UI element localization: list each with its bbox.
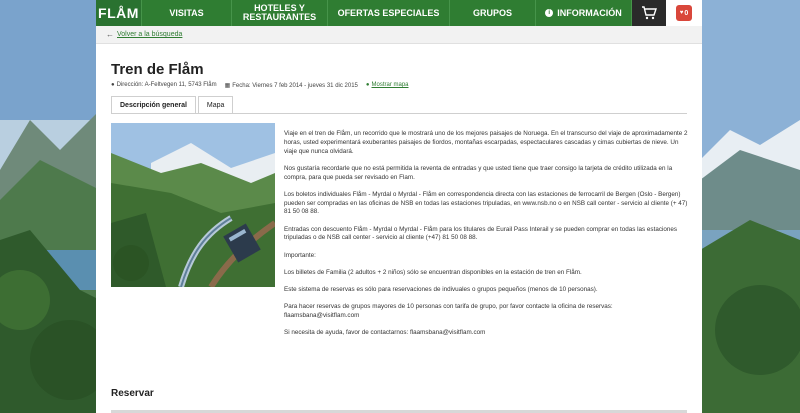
description-paragraph: Nos gustaría recordarle que no está permitida la reventa de entradas y que usted tiene que traer consigo la tarjeta de crédito utilizada en la compra, para que pueda ser revisado en Flam. bbox=[284, 164, 673, 181]
back-to-search-link[interactable]: Volver a la búsqueda bbox=[117, 31, 183, 38]
description-text bbox=[284, 130, 688, 346]
back-bar bbox=[96, 26, 702, 44]
show-map-link[interactable]: Mostrar mapa bbox=[371, 82, 409, 88]
flam-logo[interactable]: FLÅM bbox=[96, 0, 142, 26]
nav-item-ofertas[interactable]: OFERTAS ESPECIALES bbox=[328, 0, 450, 26]
tab-descripcion-general[interactable]: Descripción general bbox=[111, 96, 196, 114]
reservar-heading: Reservar bbox=[111, 388, 154, 399]
address bbox=[111, 82, 217, 89]
background-scenery-left bbox=[0, 0, 100, 413]
background-scenery-right bbox=[700, 0, 800, 413]
tab-mapa[interactable]: Mapa bbox=[198, 96, 234, 114]
cart-button[interactable] bbox=[632, 0, 666, 26]
nav-item-grupos[interactable]: GRUPOS bbox=[450, 0, 536, 26]
nav-item-visitas[interactable]: VISITAS bbox=[142, 0, 232, 26]
nav-item-informacion-label: INFORMACIÓN bbox=[557, 7, 622, 18]
description-paragraph: Viaje en el tren de Flåm, un recorrido que le mostrará uno de los mejores paisajes de Noruega. En el transcurso del viaje de aproximadamente 2 horas, usted experimentará exuberantes paisajes de fiordos, montañas escarpadas, espectaculares cascadas y cimas cubiertas de nieve. Un viaje que nunca olvidará. bbox=[284, 130, 688, 155]
info-icon: i bbox=[545, 9, 553, 17]
tabs bbox=[111, 96, 235, 114]
page-title: Tren de Flåm bbox=[111, 61, 204, 78]
date bbox=[225, 82, 358, 89]
description-paragraph: Importante: bbox=[284, 251, 316, 259]
map-pin-icon: ● bbox=[365, 82, 370, 88]
cart-icon bbox=[641, 6, 657, 20]
train-photo bbox=[111, 123, 275, 287]
description-paragraph: Este sistema de reservas es sólo para reservaciones de indivuales o grupos pequeños (menos de 10 personas). bbox=[284, 285, 598, 293]
date-text: Fecha: Viernes 7 feb 2014 - jueves 31 dic 2015 bbox=[232, 83, 358, 89]
tab-divider bbox=[111, 113, 687, 114]
address-text: Dirección: A-Feltvegen 11, 5743 Flåm bbox=[116, 82, 217, 88]
location-pin-icon: ● bbox=[111, 82, 115, 88]
content-panel bbox=[96, 26, 702, 413]
nav-item-hoteles[interactable]: HOTELES Y RESTAURANTES bbox=[232, 0, 328, 26]
description-paragraph: Si necesita de ayuda, favor de contactarnos: flaamsbana@visitflam.com bbox=[284, 329, 486, 337]
favorites-badge bbox=[676, 5, 692, 21]
description-paragraph: Entradas con descuento Flåm - Myrdal o Myrdal - Flåm para los titulares de Eurail Pass Interail y se pueden comprar en todas las estaciones tripuladas o de NSB call center - servicio al cliente (+47) 81 50 08 88. bbox=[284, 225, 678, 242]
back-arrow-icon: ← bbox=[106, 30, 114, 39]
heart-icon: ♥ bbox=[679, 10, 684, 16]
show-map[interactable] bbox=[366, 82, 409, 89]
favorites-count: 0 bbox=[684, 9, 689, 17]
meta-info bbox=[111, 82, 409, 89]
favorites-button[interactable] bbox=[666, 0, 702, 26]
description-paragraph: Los boletos individuales Flåm - Myrdal o Myrdal - Flåm en correspondencia directa con las estaciones de ferrocarril de Bergen (Oslo - Bergen) pueden ser compradas en las oficinas de NSB en todas las estaciones tripuladas, en www.nsb.no o en NSB call center - servicio al cliente (+ 47) 81 50 08 88. bbox=[284, 190, 688, 216]
description-paragraph: Los billetes de Familia (2 adultos + 2 niños) sólo se encuentran disponibles en la estación de tren en Flåm. bbox=[284, 268, 582, 276]
top-navigation bbox=[96, 0, 702, 26]
nav-item-informacion[interactable] bbox=[536, 0, 632, 26]
calendar-icon: ▦ bbox=[224, 83, 231, 89]
description-paragraph: Para hacer reservas de grupos mayores de 10 personas con tarifa de grupo, por favor contacte la oficina de reservas: flaamsbana@visitflam.com bbox=[284, 303, 613, 319]
